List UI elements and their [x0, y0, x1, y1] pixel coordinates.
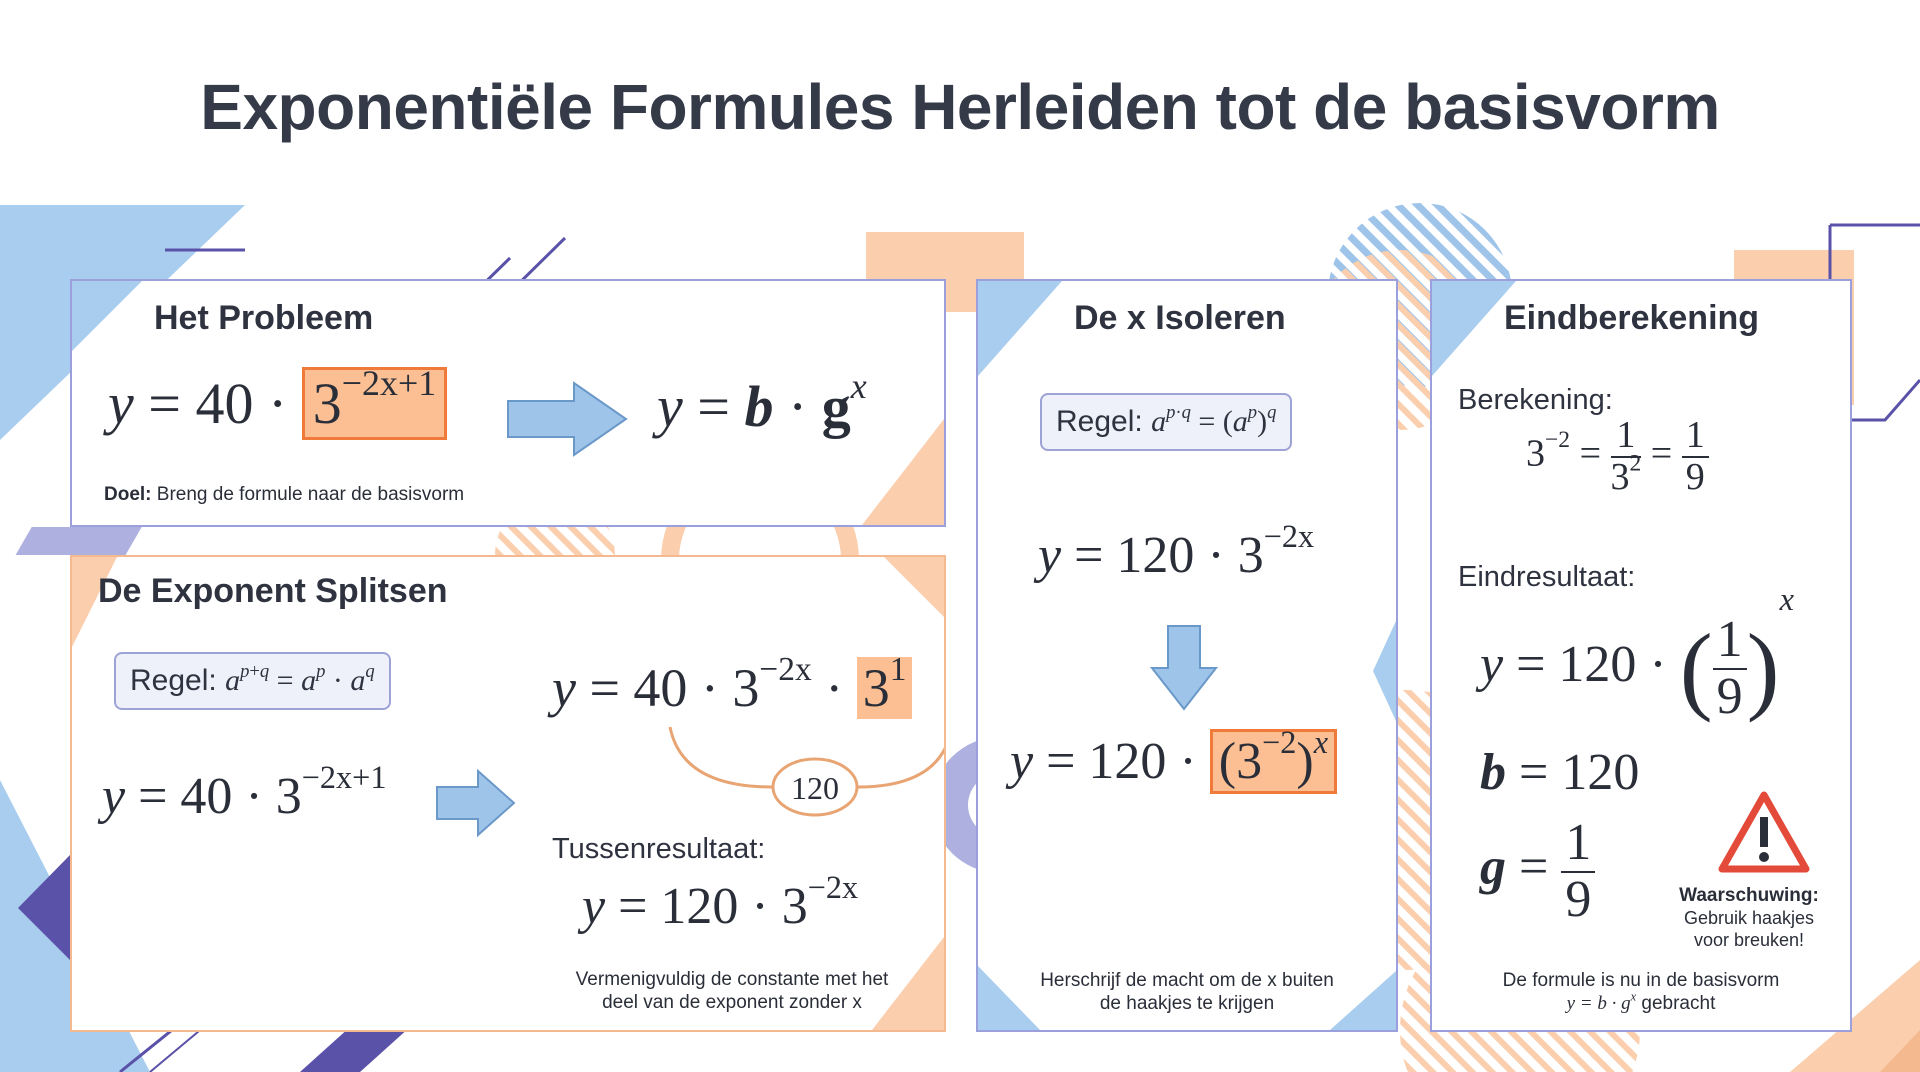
intermediate-label: Tussenresultaat:	[552, 833, 766, 865]
split-note: Vermenigvuldig de constante met het deel van de exponent zonder x	[575, 969, 889, 1013]
isolate-bottom-formula: $y = 120 \cdot (3^{-2})^x$	[1010, 729, 1337, 794]
highlighted-power: $3^{-2x+1}$	[302, 367, 447, 440]
calc-formula: $3^{-2}$ = $\frac{1}{3^2}$ = $\frac{1}{9}$	[1526, 416, 1709, 498]
g-value: g = $\frac{1}{9}$	[1480, 816, 1595, 927]
result-label: Eindresultaat:	[1458, 561, 1636, 593]
split-exponent-panel	[70, 555, 946, 1032]
merge-value: 120	[791, 770, 839, 806]
isolate-rule-box: Regel: $a^{p\cdot q} = (a^p)^q$	[1040, 393, 1292, 451]
page-title: Exponentiële Formules Herleiden tot de basisvorm	[200, 71, 1720, 143]
intermediate-formula: $y = 120 \cdot 3^{-2x}$	[582, 868, 859, 935]
final-title: Eindberekening	[1504, 299, 1760, 337]
problem-start-formula: $y = 40 \cdot 3^{-2x+1}$	[108, 367, 447, 440]
warning-icon	[1716, 789, 1812, 875]
split-rule-box: Regel: $a^{p+q} = a^p \cdot a^q$	[114, 652, 391, 710]
b-value: b = 120	[1480, 744, 1640, 801]
problem-panel	[70, 279, 946, 527]
isolate-title: De x Isoleren	[1074, 299, 1286, 337]
isolate-note: Herschrijf de macht om de x buiten de haakjes te krijgen	[1040, 970, 1334, 1014]
calc-label: Berekening:	[1458, 384, 1613, 416]
warning-text: Waarschuwing: Gebruik haakjes voor breuken!	[1679, 885, 1819, 950]
split-title: De Exponent Splitsen	[98, 572, 448, 610]
isolate-x-panel	[976, 279, 1398, 1032]
final-note: De formule is nu in de basisvorm $y = b \cdot g^x$ gebracht	[1502, 970, 1780, 1014]
target-basic-form: $y = b \cdot g^x$	[657, 365, 867, 439]
right-arrow-icon	[434, 767, 518, 839]
problem-title: Het Probleem	[154, 299, 374, 337]
down-arrow-icon	[1148, 623, 1220, 713]
isolate-top-formula: $y = 120 \cdot 3^{-2x}$	[1038, 517, 1315, 584]
split-formula: $y = 40 \cdot 3^{-2x} \cdot 3^1$	[552, 657, 912, 719]
final-calculation-panel	[1430, 279, 1852, 1032]
split-start-formula: $y = 40 \cdot 3^{-2x+1}$	[102, 758, 387, 825]
goal-text: Doel: Breng de formule naar de basisvorm	[104, 484, 465, 505]
result-formula: y = 120 · ( $\frac{1}{9}$ )$^x$	[1480, 581, 1794, 725]
right-arrow-icon	[504, 379, 632, 459]
